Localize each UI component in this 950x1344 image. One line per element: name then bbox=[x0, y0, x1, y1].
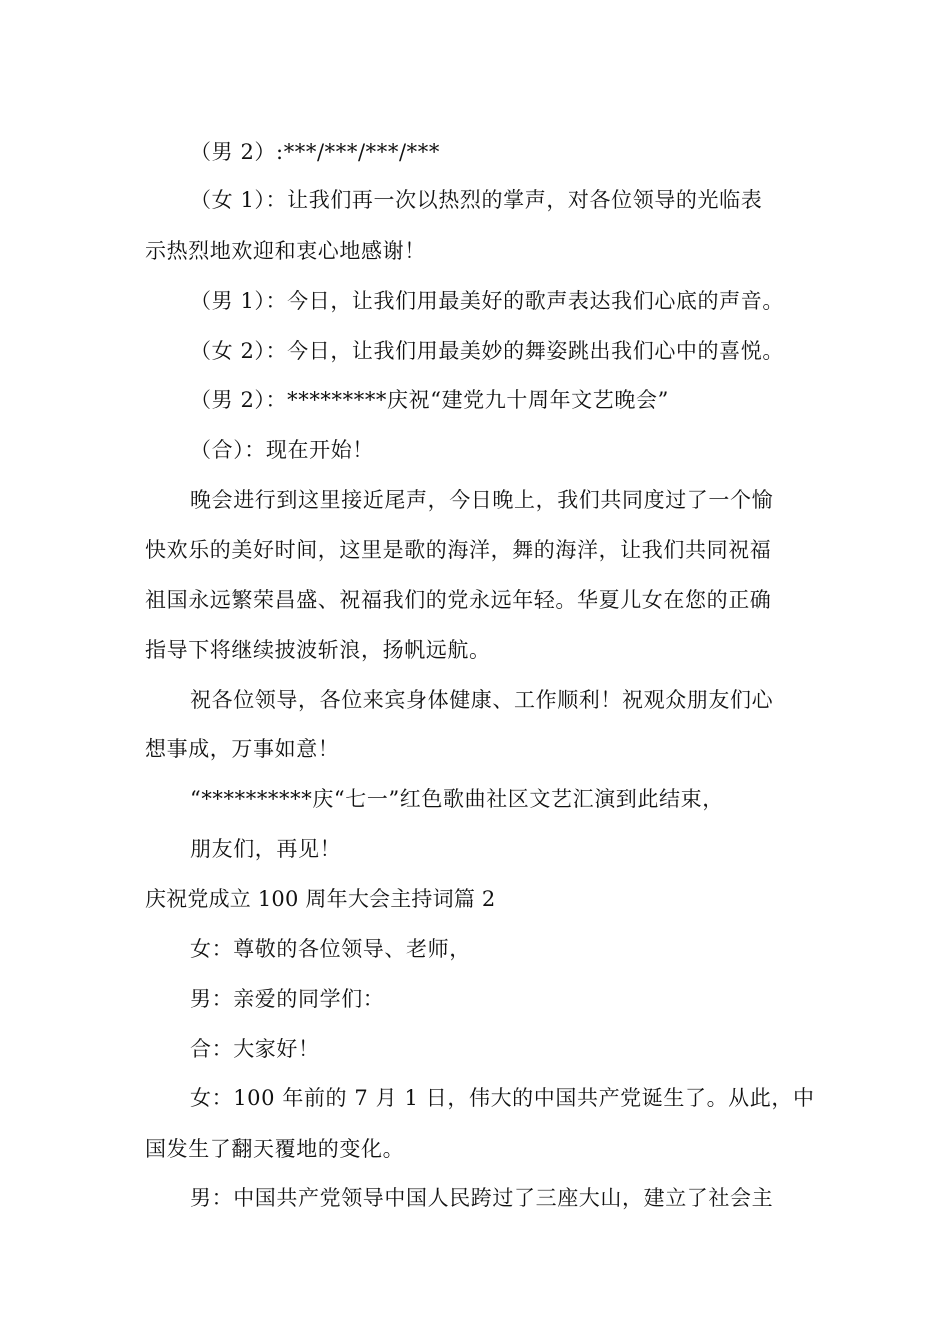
text-line-female-history-1: 女：100 年前的 7 月 1 日，伟大的中国共产党诞生了。从此，中 bbox=[190, 1086, 815, 1110]
text-line-wishes-2: 想事成，万事如意！ bbox=[145, 737, 340, 761]
text-line-paragraph-ending-2: 快欢乐的美好时间，这里是歌的海洋，舞的海洋，让我们共同祝福 bbox=[145, 538, 772, 562]
text-line-together-hello: 合：大家好！ bbox=[190, 1037, 320, 1061]
text-line-male-greeting: 男：亲爱的同学们： bbox=[190, 987, 385, 1011]
text-line-paragraph-ending-1: 晚会进行到这里接近尾声，今日晚上，我们共同度过了一个愉 bbox=[190, 488, 774, 512]
text-line-male2-asterisks: （男 2）:***/***/***/*** bbox=[190, 140, 440, 164]
text-line-welcome-thanks: 示热烈地欢迎和衷心地感谢！ bbox=[145, 239, 426, 263]
text-line-wishes-1: 祝各位领导，各位来宾身体健康、工作顺利！祝观众朋友们心 bbox=[190, 688, 774, 712]
text-line-together-start: （合）：现在开始！ bbox=[190, 438, 374, 462]
text-line-female-history-2: 国发生了翻天覆地的变化。 bbox=[145, 1137, 405, 1161]
text-line-male1-song: （男 1）：今日，让我们用最美好的歌声表达我们心底的声音。 bbox=[190, 289, 784, 313]
text-line-female-greeting: 女：尊敬的各位领导、老师， bbox=[190, 937, 471, 961]
text-line-male-history: 男：中国共产党领导中国人民跨过了三座大山，建立了社会主 bbox=[190, 1186, 774, 1210]
text-line-paragraph-ending-3: 祖国永远繁荣昌盛、祝福我们的党永远年轻。华夏儿女在您的正确 bbox=[145, 588, 772, 612]
text-line-event-end: “**********庆“七一”红色歌曲社区文艺汇演到此结束， bbox=[190, 787, 724, 811]
text-line-female2-dance: （女 2）：今日，让我们用最美妙的舞姿跳出我们心中的喜悦。 bbox=[190, 339, 784, 363]
text-line-female1-applause: （女 1）：让我们再一次以热烈的掌声，对各位领导的光临表 bbox=[190, 188, 763, 212]
text-line-goodbye: 朋友们，再见！ bbox=[190, 837, 342, 861]
text-line-paragraph-ending-4: 指导下将继续披波斩浪，扬帆远航。 bbox=[145, 638, 491, 662]
section-heading: 庆祝党成立 100 周年大会主持词篇 2 bbox=[145, 887, 496, 911]
text-line-male2-celebrate: （男 2）：*********庆祝“建党九十周年文艺晚会” bbox=[190, 388, 669, 412]
